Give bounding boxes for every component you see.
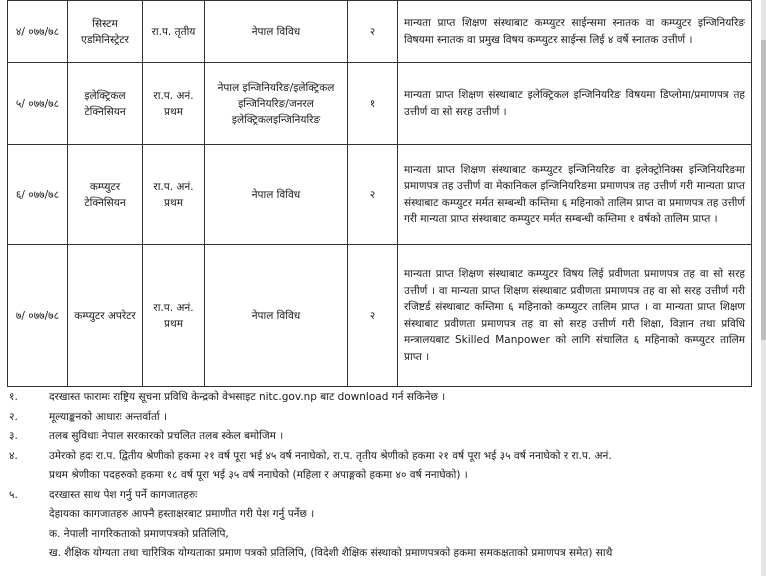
note-number: ५.	[9, 488, 18, 501]
serial-cell: ४/ ०७७/७८	[8, 1, 68, 63]
count-cell: १	[348, 63, 398, 145]
note-number: ३.	[9, 430, 18, 442]
sub-note: ख. शैक्षिक योग्यता तथा चारित्रिक योग्यताका प्रमाण पत्रको प्रतिलिपि, (विदेशी शैक्षिक संस्थाको प्रमाणपत्रको हकमा समकक्षताको प्रमाणपत्र समेत) साथै	[49, 547, 613, 559]
vertical-scrollbar[interactable]	[761, 0, 766, 576]
qualification-cell: मान्यता प्राप्त शिक्षण संस्थाबाट इलेक्ट्रिकल इन्जिनियरिङ विषयमा डिप्लोमा/प्रमाणपत्र तह उत्तीर्ण वा सो सरह उत्तीर्ण ।	[398, 63, 752, 145]
qualification-cell: मान्यता प्राप्त शिक्षण संस्थाबाट कम्प्युटर विषय लिई प्रवीणता प्रमाणपत्र तह वा सो सरह उत्तीर्ण । वा मान्यता प्राप्त शिक्षण संस्थाबाट प्रवीणता प्रमाणपत्र तह वा सो सरह उत्तीर्ण गरी रजिष्टर्ड संस्थाबाट कम्तिमा ६ महिनाको कम्प्युटर तालिम प्राप्त । वा मान्यता प्राप्त शिक्षण संस्थाबाट प्रवीणता प्रमाणपत्र तह वा सो सरह उत्तीर्ण गरी शिक्षा, विज्ञान तथा प्रविधि मन्त्रालयबाट Skilled Manpower को लागि संचालित ६ महिनाको कम्प्युटर तालिम प्राप्त ।	[398, 245, 752, 387]
list-item	[7, 427, 755, 447]
table-row	[8, 245, 752, 387]
list-item	[7, 486, 755, 506]
table-row	[8, 145, 752, 245]
post-cell: कम्प्युटर अपरेटर	[68, 245, 143, 387]
scrollbar-thumb[interactable]	[761, 40, 766, 340]
list-item	[7, 408, 755, 428]
table-row	[8, 1, 752, 63]
note-text: मूल्याङ्कनको आधारः अन्तर्वार्ता ।	[49, 410, 167, 423]
serial-cell: ६/ ०७७/७८	[8, 145, 68, 245]
list-item	[7, 447, 755, 467]
service-cell: नेपाल विविध	[205, 245, 348, 387]
qualification-cell: मान्यता प्राप्त शिक्षण संस्थाबाट कम्प्युटर इन्जिनियरिङ वा इलेक्ट्रोनिक्स इन्जिनियरिङमा प्रमाणपत्र तह उत्तीर्ण वा मेकानिकल इन्जिनियरिङमा प्रमाणपत्र तह उत्तीर्ण गरी मान्यता प्राप्त संस्थाबाट कम्प्युटर मर्मत सम्बन्धी कम्तिमा ६ महिनाको तालिम प्राप्त वा प्रमाणपत्र तह उत्तीर्ण गरी मान्यता प्राप्त संस्थाबाट कम्प्युटर मर्मत सम्बन्धी कम्तिमा १ वर्षको तालिम प्राप्त ।	[398, 145, 752, 245]
table-row	[8, 63, 752, 145]
list-item	[7, 466, 755, 486]
service-cell: नेपाल विविध	[205, 1, 348, 63]
post-cell: कम्प्युटर टेक्निसियन	[68, 145, 143, 245]
sub-note: क. नेपाली नागरिकताको प्रमाणपत्रको प्रतिलिपि,	[49, 527, 229, 540]
list-item	[7, 388, 755, 408]
sub-note: देहायका कागजातहरु आफ्नै हस्ताक्षरबाट प्रमाणीत गरी पेश गर्नु पर्नेछ ।	[49, 508, 315, 520]
level-cell: रा.प. तृतीय	[143, 1, 205, 63]
post-cell: इलेक्ट्रिकल टेक्निसियन	[68, 63, 143, 145]
serial-cell: ७/ ०७७/७८	[8, 245, 68, 387]
count-cell: २	[348, 1, 398, 63]
note-text: दरखास्त फारामः राष्ट्रिय सूचना प्रविधि केन्द्रको वेभसाइट nitc.gov.np बाट download गर्न सकिनेछ ।	[49, 391, 446, 403]
post-cell: सिस्टम एडमिनिस्ट्रेटर	[68, 1, 143, 63]
note-number: ४.	[9, 449, 18, 462]
note-number	[7, 466, 49, 486]
service-cell: नेपाल इन्जिनियरिङ/इलेक्ट्रिकल इन्जिनियरिङ/जनरल इलेक्ट्रिकलइन्जिनियरिङ	[205, 63, 348, 145]
note-text: प्रथम श्रेणीका पदहरुको हकमा १८ वर्ष पूरा भई ३५ वर्ष ननाघेको (महिला र अपाङ्गको हकमा ४० वर्ष ननाघेको) ।	[49, 469, 468, 481]
count-cell: २	[348, 145, 398, 245]
note-text: तलब सुविधाः नेपाल सरकारको प्रचलित तलब स्केल बमोजिम ।	[49, 430, 284, 442]
qualification-cell: मान्यता प्राप्त शिक्षण संस्थाबाट कम्प्युटर साईन्समा स्नातक वा कम्प्युटर इन्जिनियरिङ विषयमा स्नातक वा प्रमुख विषय कम्प्युटर साईन्स लिई ४ वर्षे स्नातक उत्तीर्ण ।	[398, 1, 752, 63]
level-cell: रा.प. अनं. प्रथम	[143, 245, 205, 387]
level-cell: रा.प. अनं. प्रथम	[143, 63, 205, 145]
serial-cell: ५/ ०७७/७८	[8, 63, 68, 145]
service-cell: नेपाल विविध	[205, 145, 348, 245]
note-number: १.	[9, 391, 18, 403]
note-text: दरखास्त साथ पेश गर्नु पर्ने कागजातहरुः	[49, 488, 198, 501]
vacancy-table	[7, 0, 752, 387]
notes-list	[7, 388, 755, 564]
count-cell: २	[348, 245, 398, 387]
note-number: २.	[9, 410, 18, 423]
note-text: उमेरको हदः रा.प. द्वितीय श्रेणीको हकमा २१ वर्ष पूरा भई ४५ वर्ष ननाघेको, रा.प. तृतीय श्रेणीको हकमा २१ वर्ष पूरा भई ३५ वर्ष ननाघेको र रा.प. अनं.	[49, 449, 612, 462]
level-cell: रा.प. अनं. प्रथम	[143, 145, 205, 245]
